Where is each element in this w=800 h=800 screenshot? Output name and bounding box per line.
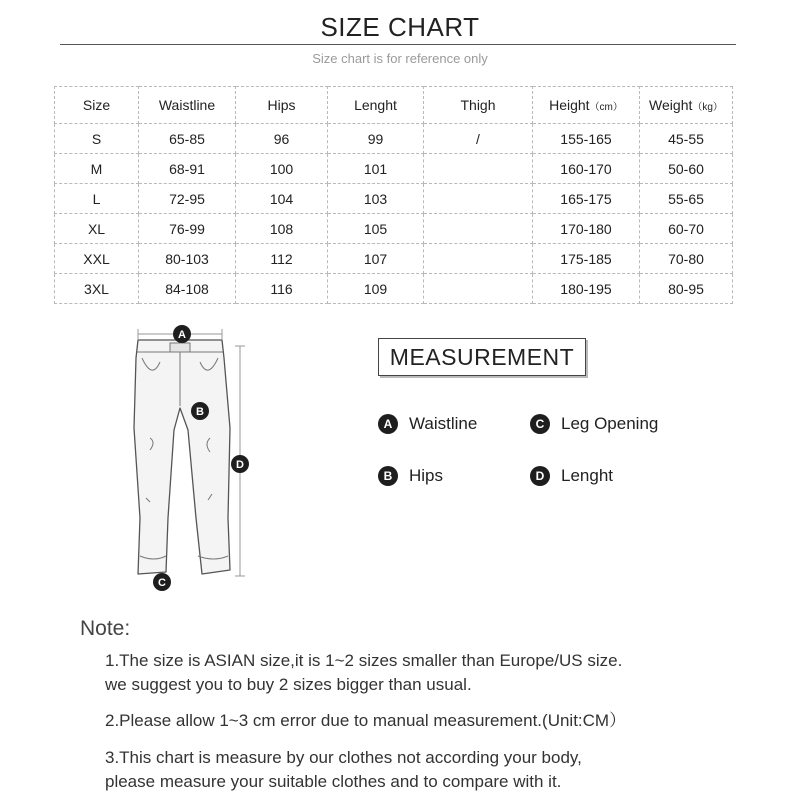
- cell-height: 155-165: [533, 124, 640, 154]
- cell-waistline: 65-85: [139, 124, 236, 154]
- marker-c-label: C: [158, 577, 166, 589]
- table-row: [55, 244, 733, 274]
- legend-item-waistline: [378, 414, 477, 434]
- cell-thigh: [424, 244, 533, 274]
- header-thigh: Thigh: [424, 87, 533, 124]
- page-subtitle: Size chart is for reference only: [312, 51, 488, 66]
- legend-item-length: [530, 466, 613, 486]
- legend-label: Lenght: [561, 466, 613, 485]
- cell-weight: 70-80: [640, 244, 733, 274]
- cell-height: 165-175: [533, 184, 640, 214]
- table-row: [55, 124, 733, 154]
- note-item-2: [105, 709, 626, 733]
- table-row: [55, 214, 733, 244]
- cell-length: 109: [328, 274, 424, 304]
- legend-badge: B: [378, 466, 398, 486]
- marker-d-label: D: [236, 459, 244, 471]
- marker-a-label: A: [178, 329, 186, 341]
- cell-hips: 108: [236, 214, 328, 244]
- legend-badge: A: [378, 414, 398, 434]
- cell-weight: 45-55: [640, 124, 733, 154]
- header-size: Size: [55, 87, 139, 124]
- note-line: please measure your suitable clothes and to compare with it.: [105, 772, 562, 791]
- cell-size: S: [55, 124, 139, 154]
- title-divider: [60, 44, 736, 45]
- cell-length: 101: [328, 154, 424, 184]
- header-weight-unit: （kg）: [692, 102, 723, 113]
- cell-hips: 112: [236, 244, 328, 274]
- header-length: Lenght: [328, 87, 424, 124]
- legend-label: Hips: [409, 466, 444, 485]
- header-hips: Hips: [236, 87, 328, 124]
- cell-height: 175-185: [533, 244, 640, 274]
- cell-weight: 50-60: [640, 154, 733, 184]
- cell-hips: 100: [236, 154, 328, 184]
- note-item-1: [105, 649, 622, 697]
- legend-item-hips: [378, 466, 443, 486]
- note-line: 2.Please allow 1~3 cm error due to manual measurement.(Unit:CM）: [105, 711, 627, 730]
- legend-badge: C: [530, 414, 550, 434]
- marker-b-label: B: [196, 406, 204, 418]
- note-title: Note:: [80, 617, 131, 640]
- header-height: Height（cm）: [533, 87, 640, 124]
- cell-length: 99: [328, 124, 424, 154]
- legend-label: Waistline: [409, 414, 478, 433]
- cell-length: 107: [328, 244, 424, 274]
- page-title: SIZE CHART: [320, 12, 480, 42]
- cell-weight: 80-95: [640, 274, 733, 304]
- cell-size: 3XL: [55, 274, 139, 304]
- cell-waistline: 72-95: [139, 184, 236, 214]
- cell-size: L: [55, 184, 139, 214]
- cell-thigh: [424, 154, 533, 184]
- cell-waistline: 76-99: [139, 214, 236, 244]
- cell-thigh: [424, 184, 533, 214]
- cell-size: XL: [55, 214, 139, 244]
- cell-length: 105: [328, 214, 424, 244]
- legend-label: Leg Opening: [561, 414, 659, 433]
- pants-outline: [134, 340, 230, 574]
- cell-waistline: 80-103: [139, 244, 236, 274]
- size-table: [54, 86, 733, 304]
- cell-hips: 104: [236, 184, 328, 214]
- table-header-row: [55, 87, 733, 124]
- note-line: we suggest you to buy 2 sizes bigger than usual.: [105, 675, 472, 694]
- cell-size: XXL: [55, 244, 139, 274]
- header-height-unit: （cm）: [589, 102, 623, 113]
- cell-thigh: /: [424, 124, 533, 154]
- note-line: 3.This chart is measure by our clothes not according your body,: [105, 748, 582, 767]
- cell-waistline: 68-91: [139, 154, 236, 184]
- cell-weight: 60-70: [640, 214, 733, 244]
- cell-waistline: 84-108: [139, 274, 236, 304]
- legend-badge: D: [530, 466, 550, 486]
- measurement-title: MEASUREMENT: [378, 338, 586, 376]
- legend-item-leg-opening: [530, 414, 658, 434]
- note-line: 1.The size is ASIAN size,it is 1~2 sizes smaller than Europe/US size.: [105, 651, 623, 670]
- cell-height: 170-180: [533, 214, 640, 244]
- cell-height: 180-195: [533, 274, 640, 304]
- cell-height: 160-170: [533, 154, 640, 184]
- cell-thigh: [424, 274, 533, 304]
- header-weight: Weight（kg）: [640, 87, 733, 124]
- cell-hips: 96: [236, 124, 328, 154]
- pants-diagram: [110, 318, 270, 598]
- cell-size: M: [55, 154, 139, 184]
- note-item-3: [105, 746, 582, 794]
- table-row: [55, 184, 733, 214]
- cell-length: 103: [328, 184, 424, 214]
- cell-weight: 55-65: [640, 184, 733, 214]
- cell-hips: 116: [236, 274, 328, 304]
- cell-thigh: [424, 214, 533, 244]
- table-row: [55, 274, 733, 304]
- table-row: [55, 154, 733, 184]
- header-waistline: Waistline: [139, 87, 236, 124]
